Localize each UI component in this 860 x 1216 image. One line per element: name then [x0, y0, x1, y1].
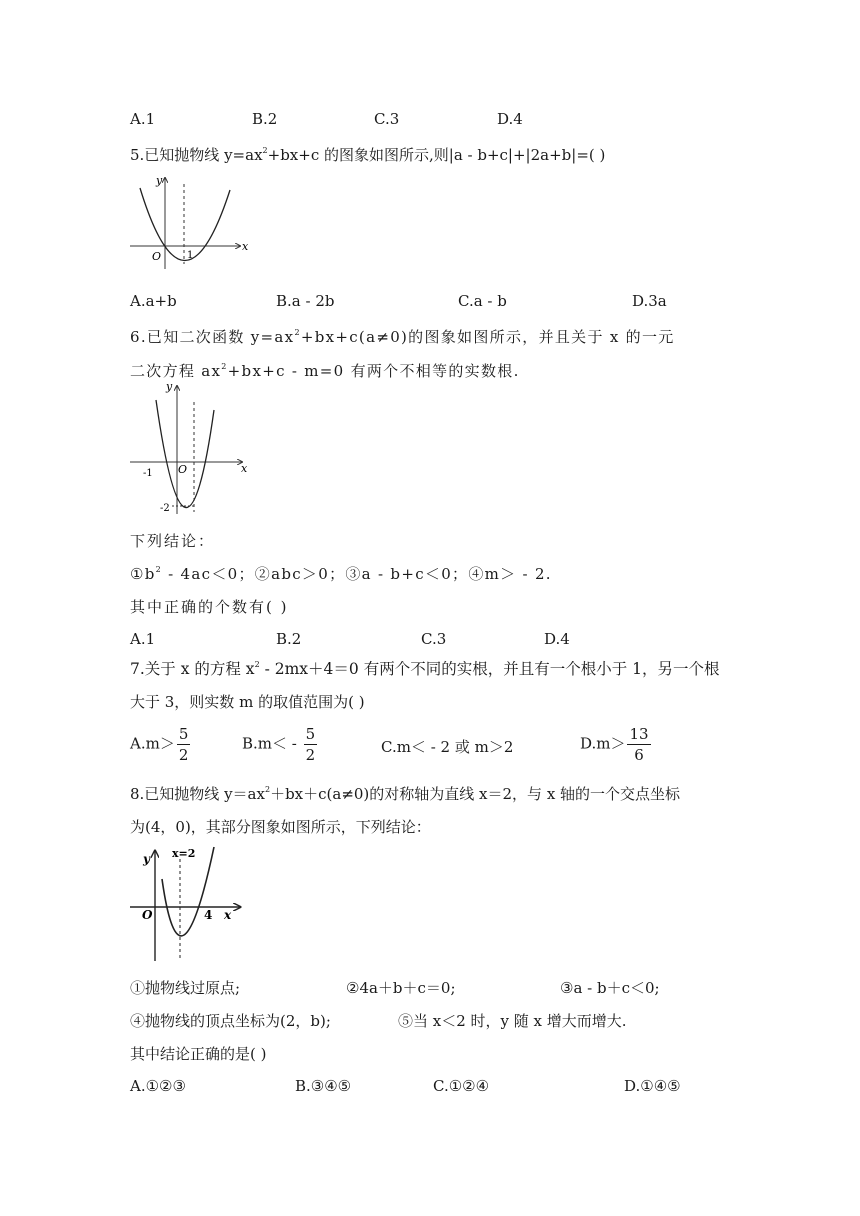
- q7-option-c: C.m＜ - 2 或 m＞2: [381, 738, 514, 756]
- q8-stem-line2: 为(4，0)，其部分图象如图所示，下列结论：: [130, 818, 431, 836]
- q8-question: 其中结论正确的是( ): [130, 1045, 267, 1063]
- q6-conclusions-intro: 下列结论：: [130, 532, 216, 550]
- q5-origin-label: O: [152, 250, 162, 263]
- q5-x-label: x: [242, 240, 249, 253]
- q8-parabola: [162, 847, 214, 936]
- q6-option-c: C.3: [421, 630, 447, 648]
- q6-stem-line2: 二次方程 $ax^2+bx+c - m=0$ 有两个不相等的实数根.: [130, 362, 520, 380]
- q8-y-label: y: [143, 852, 150, 866]
- q8-option-b: B.③④⑤: [295, 1077, 352, 1095]
- q6-parabola-graph: [128, 380, 252, 520]
- q6-tick-x-label: -1: [143, 468, 153, 479]
- q8-stem-line1: 8.已知抛物线 $y=ax^2+bx+c(a\ne 0)$的对称轴为直线 x＝2，与 x 轴的一个交点坐标: [130, 785, 681, 803]
- q5-tick-label: 1: [187, 250, 194, 261]
- q6-tick-y-label: -2: [160, 503, 170, 514]
- q7-option-d: D.m＞ $\frac{13}{6}$: [580, 725, 649, 764]
- q5-parabola-graph: [128, 172, 250, 272]
- q8-x-label: x: [224, 908, 232, 922]
- q7-option-a: A.m＞ $\frac{5}{2}$: [130, 725, 189, 764]
- q8-conclusion-5: ⑤当 x＜2 时，y 随 x 增大而增大.: [398, 1012, 627, 1030]
- q8-conclusion-2: ②4a＋b＋c＝0;: [346, 979, 456, 997]
- q4-option-a: A.1: [130, 110, 156, 128]
- q5-stem: 5.已知抛物线 $y=ax^2+bx+c$ 的图象如图所示,则|a - b+c|+|2a+b|=( ): [130, 146, 606, 164]
- q6-option-b: B.2: [276, 630, 302, 648]
- q8-conclusion-1: ①抛物线过原点;: [130, 979, 241, 997]
- q8-conclusion-3: ③a - b＋c＜0;: [560, 979, 660, 997]
- q7-stem-line2: 大于 3，则实数 m 的取值范围为( ): [130, 693, 365, 711]
- q5-option-b: B.a - 2b: [276, 292, 335, 310]
- q8-option-d: D.①④⑤: [624, 1077, 681, 1095]
- q4-option-d: D.4: [497, 110, 523, 128]
- q4-option-c: C.3: [374, 110, 400, 128]
- q8-conclusion-4: ④抛物线的顶点坐标为(2，b);: [130, 1012, 331, 1030]
- q6-stem-line1: 6.已知二次函数 $y=ax^2+bx+c(a\ne 0)$的图象如图所示，并且关于 x 的一元: [130, 328, 675, 346]
- q6-option-a: A.1: [130, 630, 156, 648]
- q5-option-d: D.3a: [632, 292, 667, 310]
- q8-axis-label: x=2: [172, 847, 196, 860]
- q8-option-a: A.①②③: [130, 1077, 186, 1095]
- q6-x-label: x: [241, 462, 248, 475]
- q7-option-b: B.m＜ - $\frac{5}{2}$: [242, 725, 316, 764]
- q8-origin-label: O: [142, 908, 153, 922]
- q5-option-a: A.a+b: [130, 292, 177, 310]
- q4-option-b: B.2: [252, 110, 278, 128]
- q6-conclusions: $①b^2 - 4ac<0$；②abc＞0；③a - b+c＜0；④m＞ - 2.: [130, 565, 552, 583]
- q6-parabola: [156, 400, 214, 508]
- q8-tick-label: 4: [204, 908, 213, 922]
- q7-stem-line1: 7.关于 x 的方程 $x^2 - 2mx+4=0$ 有两个不同的实根，并且有一个根小于 1，另一个根: [130, 660, 720, 678]
- q6-question: 其中正确的个数有( ): [130, 598, 289, 616]
- q8-option-c: C.①②④: [433, 1077, 490, 1095]
- q6-option-d: D.4: [544, 630, 570, 648]
- q6-y-label: y: [166, 380, 173, 393]
- q8-parabola-graph: [128, 845, 248, 965]
- q5-option-c: C.a - b: [458, 292, 507, 310]
- q5-y-label: y: [156, 174, 163, 187]
- q6-origin-label: O: [178, 463, 188, 476]
